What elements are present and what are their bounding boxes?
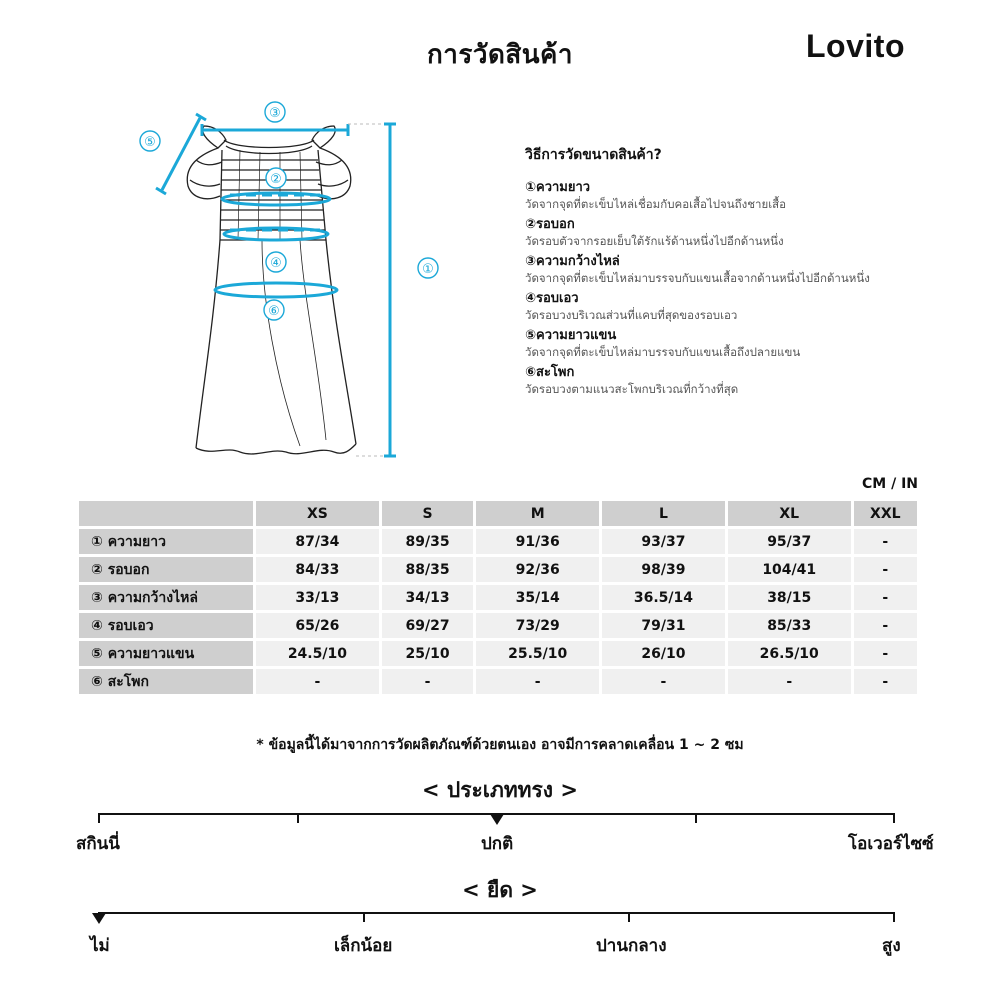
fit-scale-tick	[893, 813, 895, 823]
table-cell: 25/10	[382, 641, 474, 666]
instruction-title: ③ความกว้างไหล่	[525, 254, 620, 269]
instruction-item	[525, 179, 975, 212]
size-header: M	[476, 501, 599, 526]
row-label: ③ ความกว้างไหล่	[79, 585, 253, 610]
fit-scale-tick	[98, 813, 100, 823]
stretch-label-high: สูง	[882, 936, 901, 956]
size-header: XXL	[854, 501, 917, 526]
instruction-item	[525, 253, 975, 286]
instruction-desc: วัดรอบวงตามแนวสะโพกบริเวณที่กว้างที่สุด	[525, 382, 739, 396]
brand-logo: Lovito	[806, 28, 905, 64]
table-cell: -	[854, 613, 917, 638]
instruction-title: ⑥สะโพก	[525, 365, 575, 380]
marker-waist: ④	[270, 256, 282, 271]
table-cell: 35/14	[476, 585, 599, 610]
instruction-desc: วัดจากจุดที่ตะเข็บไหล่มาบรรจบกับแขนเสื้อจากด้านหนึ่งไปอีกด้านหนึ่ง	[525, 271, 870, 285]
size-header: XL	[728, 501, 851, 526]
table-row	[79, 529, 917, 554]
row-label: ⑤ ความยาวแขน	[79, 641, 253, 666]
table-row	[79, 585, 917, 610]
table-cell: 24.5/10	[256, 641, 379, 666]
instruction-item	[525, 327, 975, 360]
instruction-desc: วัดจากจุดที่ตะเข็บไหล่มาบรรจบกับแขนเสื้อถึงปลายแขน	[525, 345, 801, 359]
table-cell: -	[728, 669, 851, 694]
measurement-note: * ข้อมูลนี้ได้มาจากการวัดผลิตภัณฑ์ด้วยตนเอง อาจมีการคลาดเคลื่อน 1 ~ 2 ซม	[256, 737, 744, 753]
table-cell: 36.5/14	[602, 585, 725, 610]
table-cell: 87/34	[256, 529, 379, 554]
table-cell: -	[854, 669, 917, 694]
unit-label: CM / IN	[862, 476, 918, 492]
measurement-instructions	[525, 144, 975, 401]
table-cell: 91/36	[476, 529, 599, 554]
instruction-title: ⑤ความยาวแขน	[525, 328, 617, 343]
size-header: S	[382, 501, 474, 526]
table-row	[79, 557, 917, 582]
fit-scale-tick	[297, 813, 299, 823]
table-cell: 95/37	[728, 529, 851, 554]
measurement-markers	[140, 102, 438, 320]
stretch-scale-tick	[363, 912, 365, 922]
row-label: ② รอบอก	[79, 557, 253, 582]
dress-measurement-diagram	[0, 90, 480, 470]
row-label: ⑥ สะโพก	[79, 669, 253, 694]
fit-label-skinny: สกินนี่	[76, 834, 120, 854]
table-row	[79, 641, 917, 666]
table-cell: 73/29	[476, 613, 599, 638]
stretch-scale-title: < ยืด >	[462, 878, 538, 902]
fit-label-oversize: โอเวอร์ไซซ์	[848, 834, 934, 854]
table-row	[79, 613, 917, 638]
table-cell: -	[602, 669, 725, 694]
size-header: L	[602, 501, 725, 526]
table-cell: 84/33	[256, 557, 379, 582]
table-cell: -	[382, 669, 474, 694]
fit-label-regular: ปกติ	[481, 834, 514, 854]
table-row	[79, 669, 917, 694]
stretch-scale-line	[98, 912, 895, 914]
fit-scale-title: < ประเภททรง >	[422, 778, 578, 802]
instruction-item	[525, 216, 975, 249]
instruction-desc: วัดจากจุดที่ตะเข็บไหล่เชื่อมกับคอเสื้อไปจนถึงชายเสื้อ	[525, 197, 787, 211]
table-cell: 69/27	[382, 613, 474, 638]
row-label: ① ความยาว	[79, 529, 253, 554]
size-header: XS	[256, 501, 379, 526]
table-cell: 65/26	[256, 613, 379, 638]
table-cell: 34/13	[382, 585, 474, 610]
instruction-desc: วัดรอบตัวจากรอยเย็บใต้รักแร้ด้านหนึ่งไปอีกด้านหนึ่ง	[525, 234, 784, 248]
instructions-heading: วิธีการวัดขนาดสินค้า?	[525, 147, 662, 163]
fit-selected-marker-icon	[490, 814, 504, 825]
table-cell: 33/13	[256, 585, 379, 610]
table-cell: 26.5/10	[728, 641, 851, 666]
instruction-item	[525, 290, 975, 323]
instruction-desc: วัดรอบวงบริเวณส่วนที่แคบที่สุดของรอบเอว	[525, 308, 738, 322]
table-cell: -	[854, 557, 917, 582]
stretch-scale-tick	[893, 912, 895, 922]
instruction-title: ①ความยาว	[525, 180, 591, 195]
stretch-label-medium: ปานกลาง	[596, 936, 667, 956]
table-cell: 98/39	[602, 557, 725, 582]
table-cell: 88/35	[382, 557, 474, 582]
table-cell: -	[854, 585, 917, 610]
table-cell: 79/31	[602, 613, 725, 638]
table-cell: 38/15	[728, 585, 851, 610]
table-cell: 25.5/10	[476, 641, 599, 666]
fit-scale-tick	[695, 813, 697, 823]
table-cell: 89/35	[382, 529, 474, 554]
table-cell: 26/10	[602, 641, 725, 666]
table-cell: 85/33	[728, 613, 851, 638]
table-cell: -	[854, 641, 917, 666]
marker-shoulder: ③	[269, 106, 281, 121]
instruction-title: ②รอบอก	[525, 217, 575, 232]
stretch-label-none: ไม่	[90, 936, 110, 956]
table-corner	[79, 501, 253, 526]
row-label: ④ รอบเอว	[79, 613, 253, 638]
size-table	[76, 498, 920, 697]
page-title: การวัดสินค้า	[427, 40, 573, 70]
marker-bust: ②	[270, 172, 282, 187]
instruction-item	[525, 364, 975, 397]
table-cell: 93/37	[602, 529, 725, 554]
marker-hip: ⑥	[268, 304, 280, 319]
table-cell: -	[256, 669, 379, 694]
stretch-selected-marker-icon	[92, 913, 106, 924]
instruction-title: ④รอบเอว	[525, 291, 579, 306]
table-cell: -	[854, 529, 917, 554]
marker-length: ①	[422, 262, 434, 277]
table-cell: 104/41	[728, 557, 851, 582]
table-cell: 92/36	[476, 557, 599, 582]
marker-sleeve: ⑤	[144, 135, 156, 150]
table-cell: -	[476, 669, 599, 694]
stretch-label-slight: เล็กน้อย	[334, 936, 393, 956]
size-header-row	[79, 501, 917, 526]
stretch-scale-tick	[628, 912, 630, 922]
